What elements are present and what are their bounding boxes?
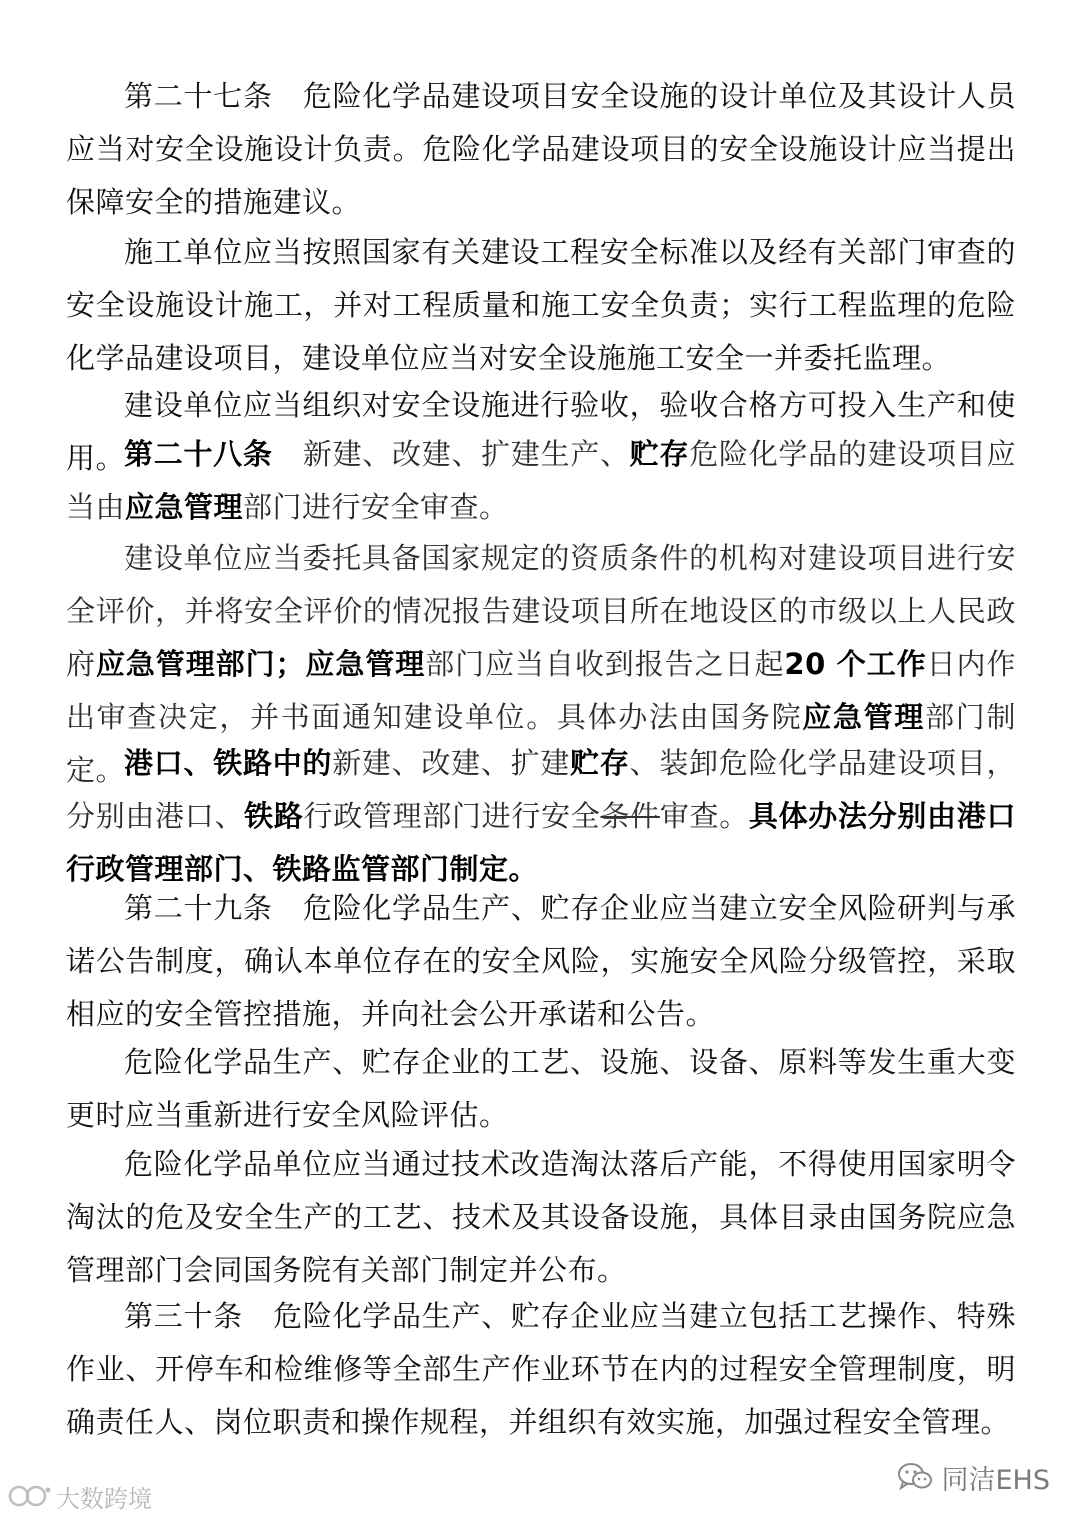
article-27-heading: 第二十七条: [124, 79, 273, 113]
article-27-paragraph-2: 施工单位应当按照国家有关建设工程安全标准以及经有关部门审查的安全设施设计施工，并对工程质量和施工安全负责；实行工程监理的危险化学品建设项目，建设单位应当对安全设施施工安全一并委托监理。: [66, 235, 1016, 375]
account-name: 同洁EHS: [941, 1464, 1050, 1496]
article-28-paragraph-3: 港口、铁路中的新建、改建、扩建贮存、装卸危险化学品建设项目，分别由港口、铁路行政管理部门进行安全条件审查。具体办法分别由港口行政管理部门、铁路监管部门制定。: [66, 746, 1016, 886]
watermark-left: [8, 1479, 152, 1513]
wechat-icon: [897, 1462, 933, 1492]
logo-icon: [8, 1483, 52, 1509]
struck-text: 条件: [600, 799, 660, 833]
article-28-paragraph-2: 建设单位应当委托具备国家规定的资质条件的机构对建设项目进行安全评价，并将安全评价的情况报告建设项目所在地设区的市级以上人民政府应急管理部门；应急管理部门应当自收到报告之日起20 个工作日内作出审查决定，并书面通知建设单位。具体办法由国务院应急管理部门制定。: [66, 541, 1016, 787]
article-27-paragraph-3: 建设单位应当组织对安全设施进行验收，验收合格方可投入生产和使用。: [66, 388, 1016, 475]
article-30-heading: 第三十条: [124, 1299, 243, 1333]
article-29-paragraph-2: 危险化学品生产、贮存企业的工艺、设施、设备、原料等发生重大变更时应当重新进行安全风险评估。: [66, 1045, 1016, 1132]
watermark-text: 大数跨境: [56, 1484, 152, 1513]
article-28-paragraph-1: 第二十八条 新建、改建、扩建生产、贮存危险化学品的建设项目应当由应急管理部门进行安全审查。: [66, 437, 1016, 524]
article-27-paragraph-1: 第二十七条 危险化学品建设项目安全设施的设计单位及其设计人员应当对安全设施设计负责。危险化学品建设项目的安全设施设计应当提出保障安全的措施建议。: [66, 79, 1016, 219]
article-29-paragraph-1: 第二十九条 危险化学品生产、贮存企业应当建立安全风险研判与承诺公告制度，确认本单位存在的安全风险，实施安全风险分级管控，采取相应的安全管控措施，并向社会公开承诺和公告。: [66, 891, 1016, 1031]
article-30-paragraph-1: 第三十条 危险化学品生产、贮存企业应当建立包括工艺操作、特殊作业、开停车和检维修等全部生产作业环节在内的过程安全管理制度，明确责任人、岗位职责和操作规程，并组织有效实施，加强过程安全管理。: [66, 1299, 1016, 1439]
wechat-account-badge: [897, 1457, 1050, 1497]
article-29-paragraph-3: 危险化学品单位应当通过技术改造淘汰落后产能，不得使用国家明令淘汰的危及安全生产的工艺、技术及其设备设施，具体目录由国务院应急管理部门会同国务院有关部门制定并公布。: [66, 1147, 1016, 1287]
article-28-heading: 第二十八条: [124, 437, 273, 471]
article-29-heading: 第二十九条: [124, 891, 273, 925]
